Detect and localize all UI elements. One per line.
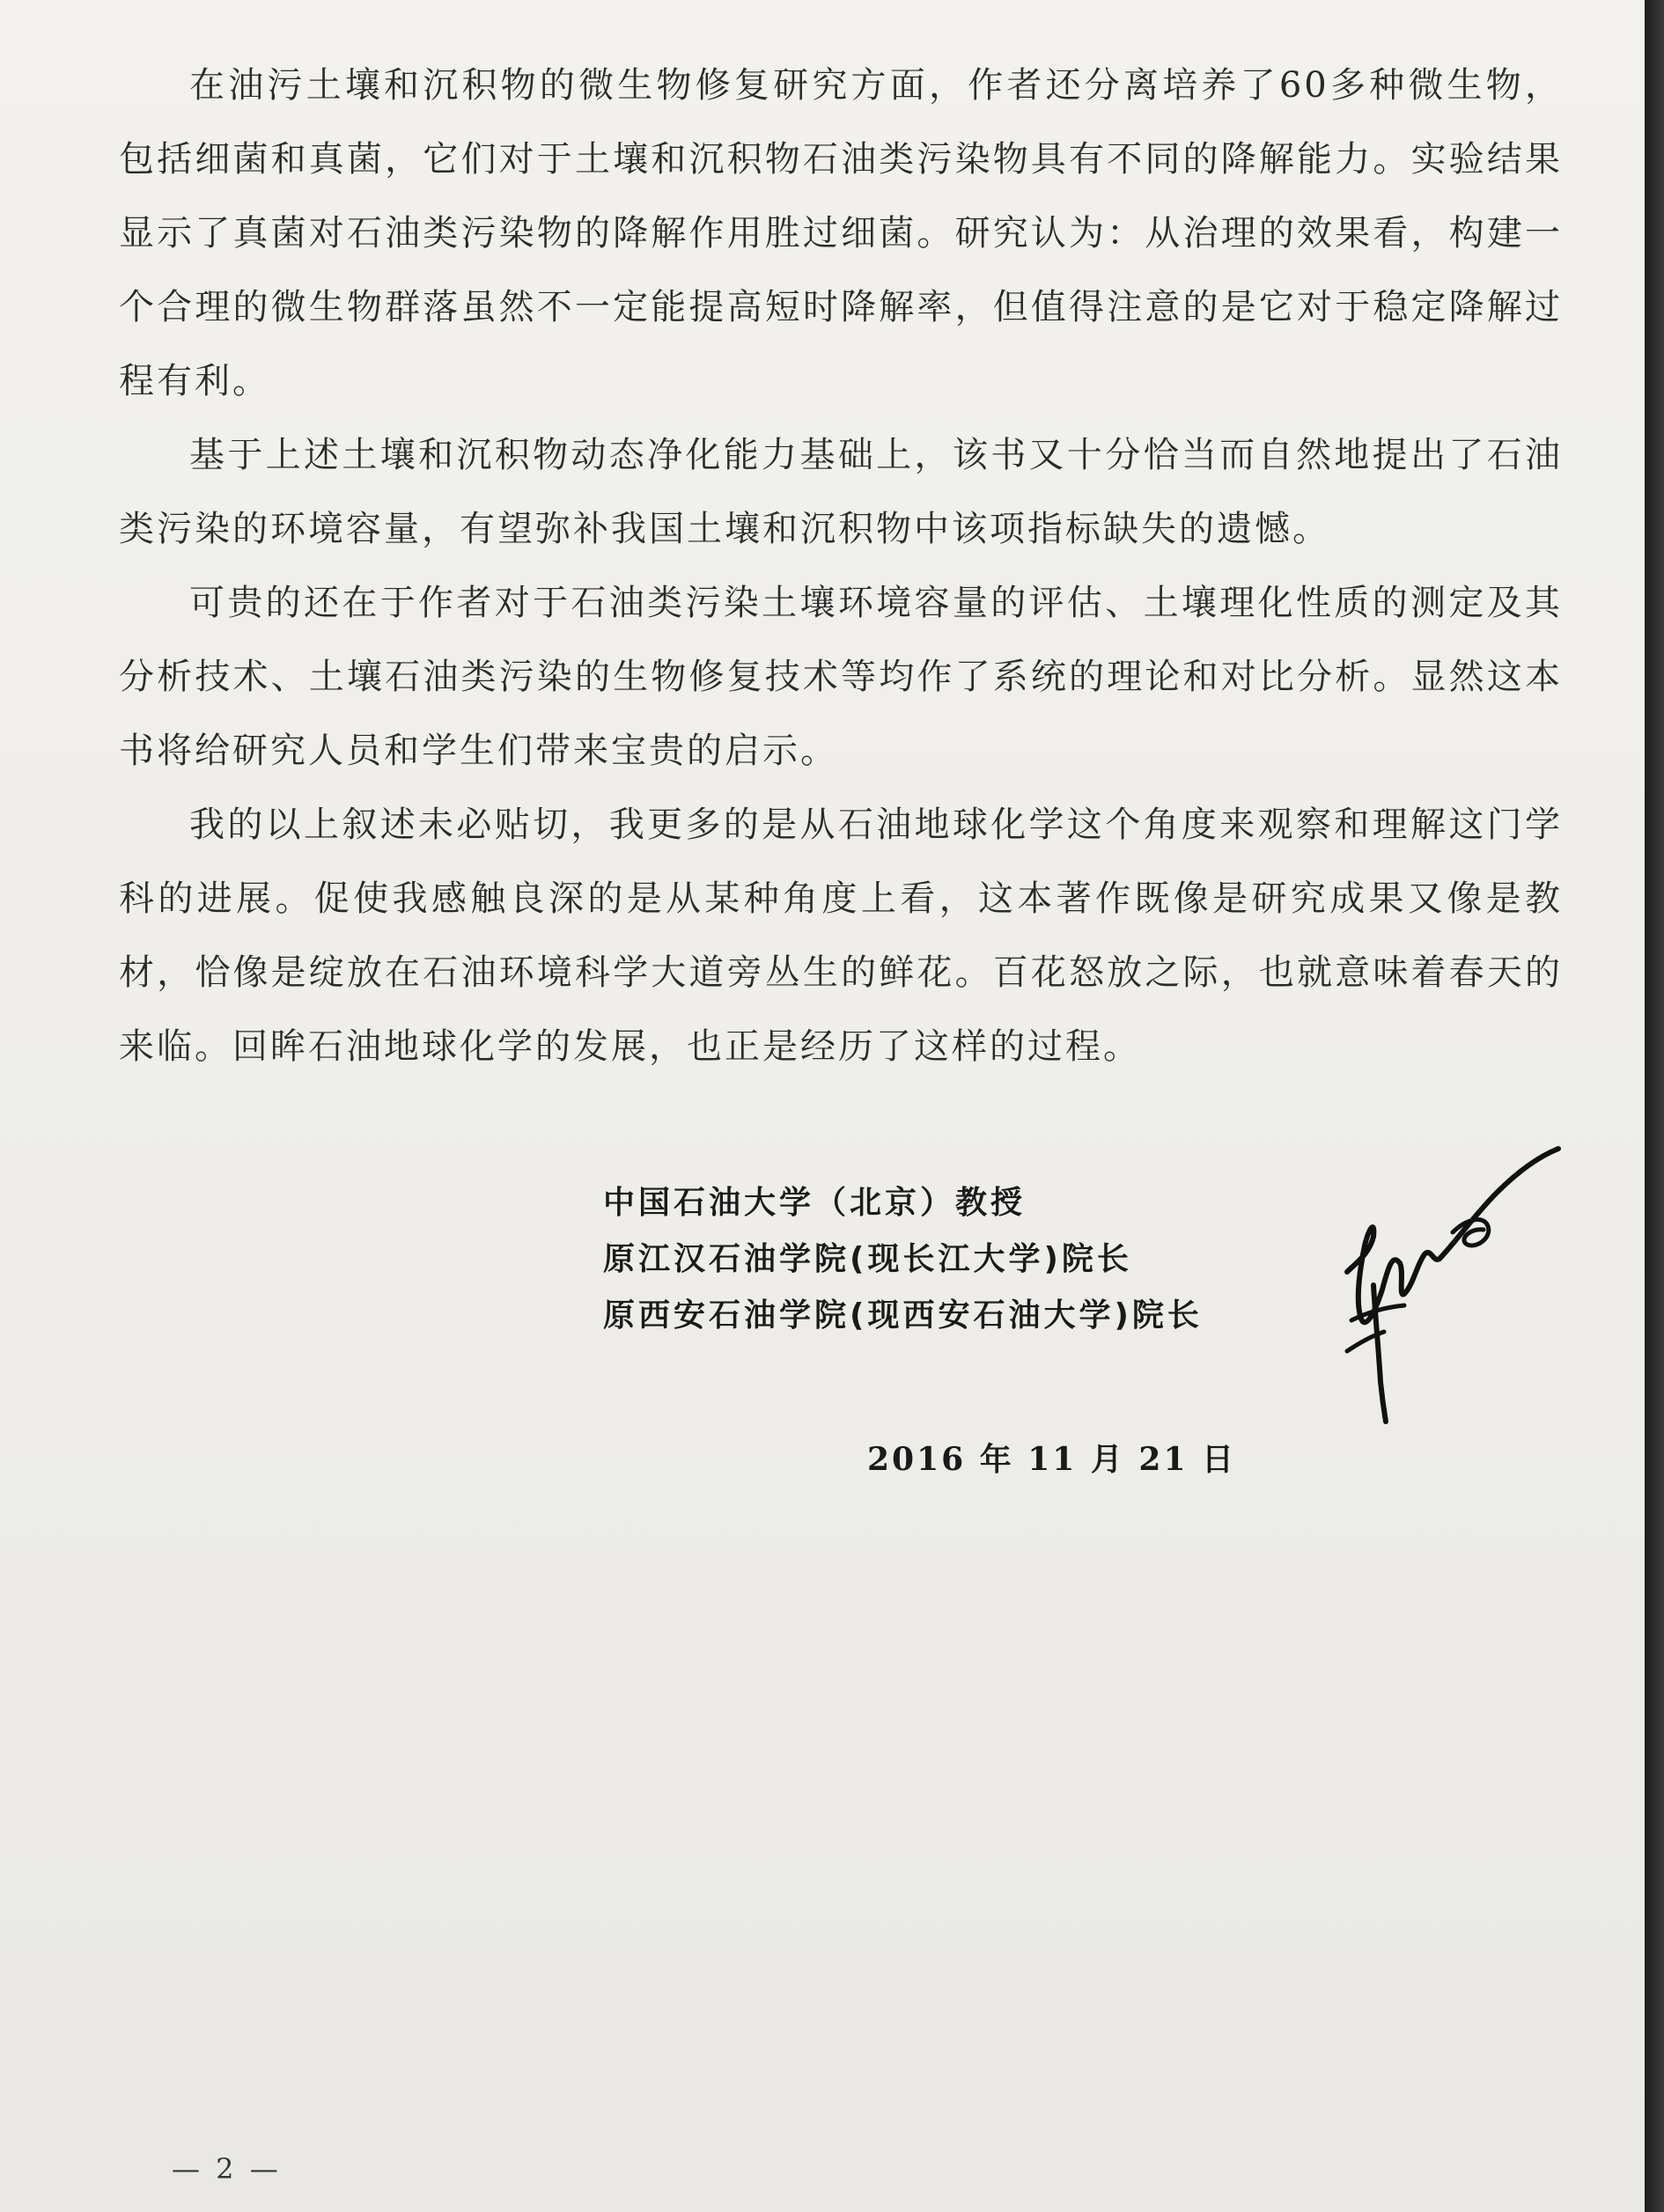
paragraph-2: 基于上述土壤和沉积物动态净化能力基础上，该书又十分恰当而自然地提出了石油类污染的环境容量，有望弥补我国土壤和沉积物中该项指标缺失的遗憾。 bbox=[119, 435, 1563, 549]
page-edge bbox=[1645, 0, 1664, 2212]
handwritten-signature bbox=[1321, 1131, 1576, 1430]
date: 2016 年 11 月 21 日 bbox=[867, 1441, 1237, 1478]
page-number: — 2 — bbox=[172, 2152, 282, 2186]
paragraph-1: 在油污土壤和沉积物的微生物修复研究方面，作者还分离培养了60多种微生物，包括细菌和真菌，它们对于土壤和沉积物石油类污染物具有不同的降解能力。实验结果显示了真菌对石油类污染物的降解作用胜过细菌。研究认为：从治理的效果看，构建一个合理的微生物群落虽然不一定能提高短时降解率，但值得注意的是它对于稳定降解过程有利。 bbox=[119, 65, 1563, 401]
author-title-line-1: 中国石油大学（北京）教授 bbox=[603, 1185, 1027, 1221]
paragraph-3: 可贵的还在于作者对于石油类污染土壤环境容量的评估、土壤理化性质的测定及其分析技术、土壤石油类污染的生物修复技术等均作了系统的理论和对比分析。显然这本书将给研究人员和学生们带来宝贵的启示。 bbox=[119, 583, 1563, 771]
body-text bbox=[119, 48, 1563, 1084]
author-title-line-3: 原西安石油学院(现西安石油大学)院长 bbox=[603, 1297, 1203, 1334]
author-title-line-2: 原江汉石油学院(现长江大学)院长 bbox=[603, 1241, 1132, 1277]
paragraph-4: 我的以上叙述未必贴切，我更多的是从石油地球化学这个角度来观察和理解这门学科的进展。促使我感触良深的是从某种角度上看，这本著作既像是研究成果又像是教材，恰像是绽放在石油环境科学大道旁丛生的鲜花。百花怒放之际，也就意味着春天的来临。回眸石油地球化学的发展，也正是经历了这样的过程。 bbox=[119, 805, 1563, 1067]
author-title-block bbox=[603, 1175, 1203, 1344]
